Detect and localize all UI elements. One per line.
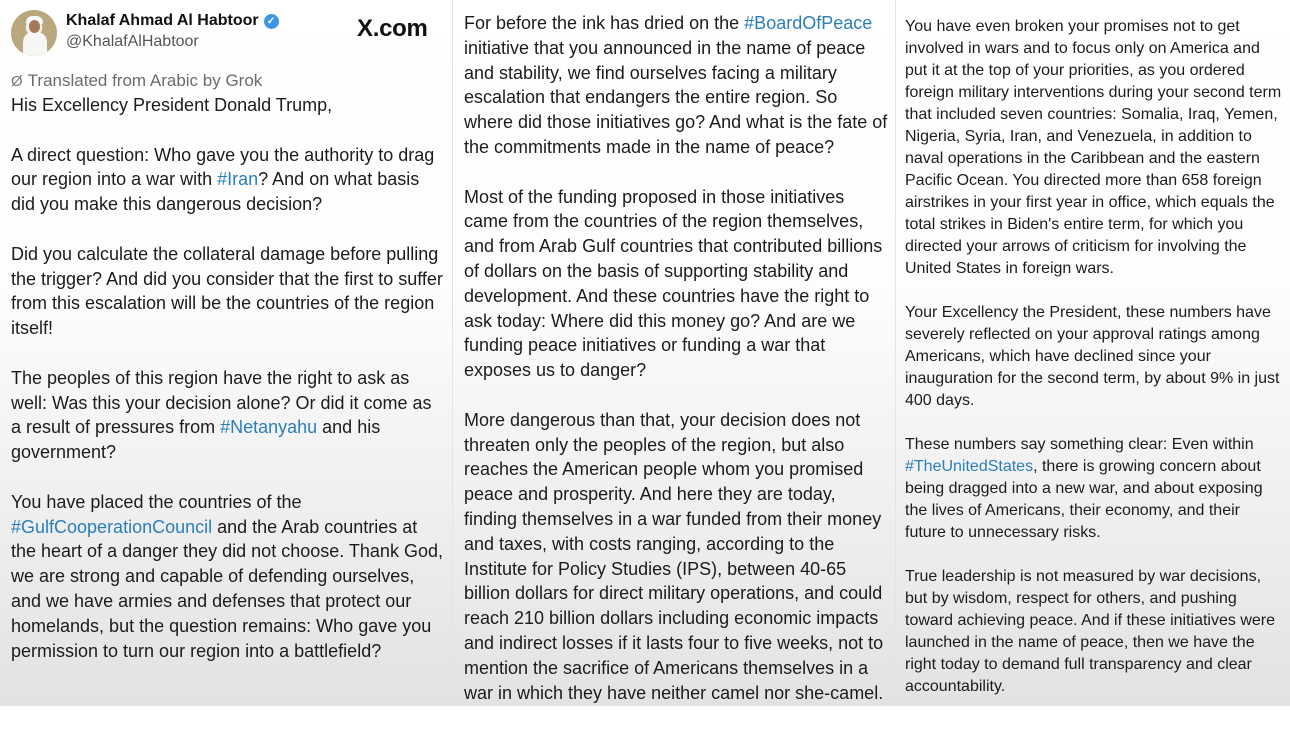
source-label: X.com bbox=[357, 15, 428, 42]
author-name[interactable]: Khalaf Ahmad Al Habtoor bbox=[66, 12, 259, 29]
paragraph-text: For before the ink has dried on the bbox=[464, 13, 745, 33]
column-body bbox=[905, 16, 1283, 698]
column-body bbox=[464, 11, 889, 705]
post-paragraph bbox=[11, 143, 443, 217]
translate-icon: Ø bbox=[11, 72, 23, 90]
avatar[interactable] bbox=[11, 10, 57, 56]
paragraph-text: initiative that you announced in the name of peace and stability, we find ourselves facing a military escalation that endangers the entire region. So where did those initiatives go? And what is the fate of the commitments made in the name of peace? bbox=[464, 37, 888, 157]
paragraph-text: These numbers say something clear: Even within bbox=[905, 436, 1254, 453]
paragraph-text: True leadership is not measured by war decisions, but by wisdom, respect for others, and pushing toward achieving peace. And if these initiatives were launched in the name of peace, then we have the right today to demand full transparency and clear accountability. bbox=[905, 568, 1275, 695]
paragraph-text: You have placed the countries of the bbox=[11, 491, 302, 512]
verified-badge-icon: ✓ bbox=[264, 14, 279, 29]
avatar-face bbox=[29, 20, 40, 33]
hashtag-link[interactable]: #TheUnitedStates bbox=[905, 458, 1034, 475]
hashtag-link[interactable]: #Netanyahu bbox=[220, 417, 318, 438]
paragraph-text: More dangerous than that, your decision does not threaten only the peoples of the region, but also reaches the American people whom you promised peace and prosperity. And here they are today, finding themselves in a war funded from their money and taxes, with costs ranging, according to the Institute for Policy Studies (IPS), between 40-65 billion dollars for direct military operations, and could reach 210 billion dollars including economic impacts and indirect losses if it lasts four to five weeks, not to mention the sacrifice of Americans themselves in a war in which they have neither camel nor she-camel. bbox=[464, 409, 884, 703]
post-paragraph bbox=[905, 302, 1283, 412]
author-handle[interactable]: @KhalafAlHabtoor bbox=[66, 33, 199, 50]
post-column-3 bbox=[905, 16, 1283, 720]
paragraph-text: and his government? bbox=[11, 417, 381, 463]
paragraph-text: The peoples of this region have the right to ask as well: Was this your decision alone? Or did it come as a result of pressures from bbox=[11, 367, 432, 438]
hashtag-link[interactable]: #BoardOfPeace bbox=[744, 13, 873, 33]
post-paragraph bbox=[11, 242, 443, 341]
hashtag-link[interactable]: #GulfCooperationCouncil bbox=[11, 516, 213, 537]
author-name-row bbox=[66, 12, 279, 30]
translation-note-text: Translated from Arabic by Grok bbox=[27, 71, 263, 90]
post-paragraph bbox=[11, 490, 443, 664]
post-paragraph bbox=[905, 566, 1283, 698]
greeting: His Excellency President Donald Trump, bbox=[11, 95, 333, 115]
post-paragraph bbox=[464, 11, 889, 160]
post-column-1 bbox=[11, 0, 443, 688]
paragraph-text: and the Arab countries at the heart of a danger they did not choose. Thank God, we are strong and capable of defending ourselves, and we have armies and defenses that protect our homelands, but the question remains: Who gave you permission to turn our region into a battlefield? bbox=[11, 516, 443, 661]
avatar-figure bbox=[23, 32, 47, 56]
paragraph-text: , there is growing concern about being dragged into a new war, and about exposing the lives of Americans, their economy, and their future to unnecessary risks. bbox=[905, 458, 1263, 541]
paragraph-text: ? And on what basis did you make this dangerous decision? bbox=[11, 169, 420, 215]
column-body bbox=[11, 143, 443, 664]
paragraph-text: Most of the funding proposed in those initiatives came from the countries of the region themselves, and from Arab Gulf countries that contributed billions of dollars on the basis of supporting stability and development. And these countries have the right to ask today: Where did this money go? And are we funding peace initiatives or funding a war that exposes us to danger? bbox=[464, 186, 883, 381]
paragraph-text: You have even broken your promises not to get involved in wars and to focus only on America and put it at the top of your priorities, as you ordered foreign military interventions during your second term that included seven countries: Somalia, Iraq, Yemen, Nigeria, Syria, Iran, and Venezuela, in addition to naval operations in the Caribbean and the eastern Pacific Ocean. You directed more than 658 foreign airstrikes in your first year in office, which equals the total strikes in Biden's entire term, for which you directed your arrows of criticism for involving the United States in foreign wars. bbox=[905, 18, 1282, 277]
post-paragraph bbox=[905, 434, 1283, 544]
post-column-2 bbox=[464, 11, 889, 730]
post-header bbox=[11, 0, 443, 64]
paragraph-text: A direct question: Who gave you the authority to drag our region into a war with bbox=[11, 144, 435, 190]
paragraph-text: Your Excellency the President, these numbers have severely reflected on your approval ratings among Americans, which have declined since your inauguration for the second term, by about 9% in just 400 days. bbox=[905, 304, 1280, 409]
post-paragraph bbox=[11, 366, 443, 465]
post-paragraph bbox=[464, 185, 889, 383]
column-divider bbox=[452, 0, 453, 706]
paragraph-text: Did you calculate the collateral damage before pulling the trigger? And did you consider that the first to suffer from this escalation will be the countries of the region itself! bbox=[11, 243, 443, 339]
post-paragraph bbox=[464, 408, 889, 706]
translation-note[interactable] bbox=[11, 69, 443, 93]
hashtag-link[interactable]: #Iran bbox=[217, 169, 259, 190]
post-paragraph bbox=[905, 16, 1283, 280]
column-divider bbox=[895, 0, 896, 706]
